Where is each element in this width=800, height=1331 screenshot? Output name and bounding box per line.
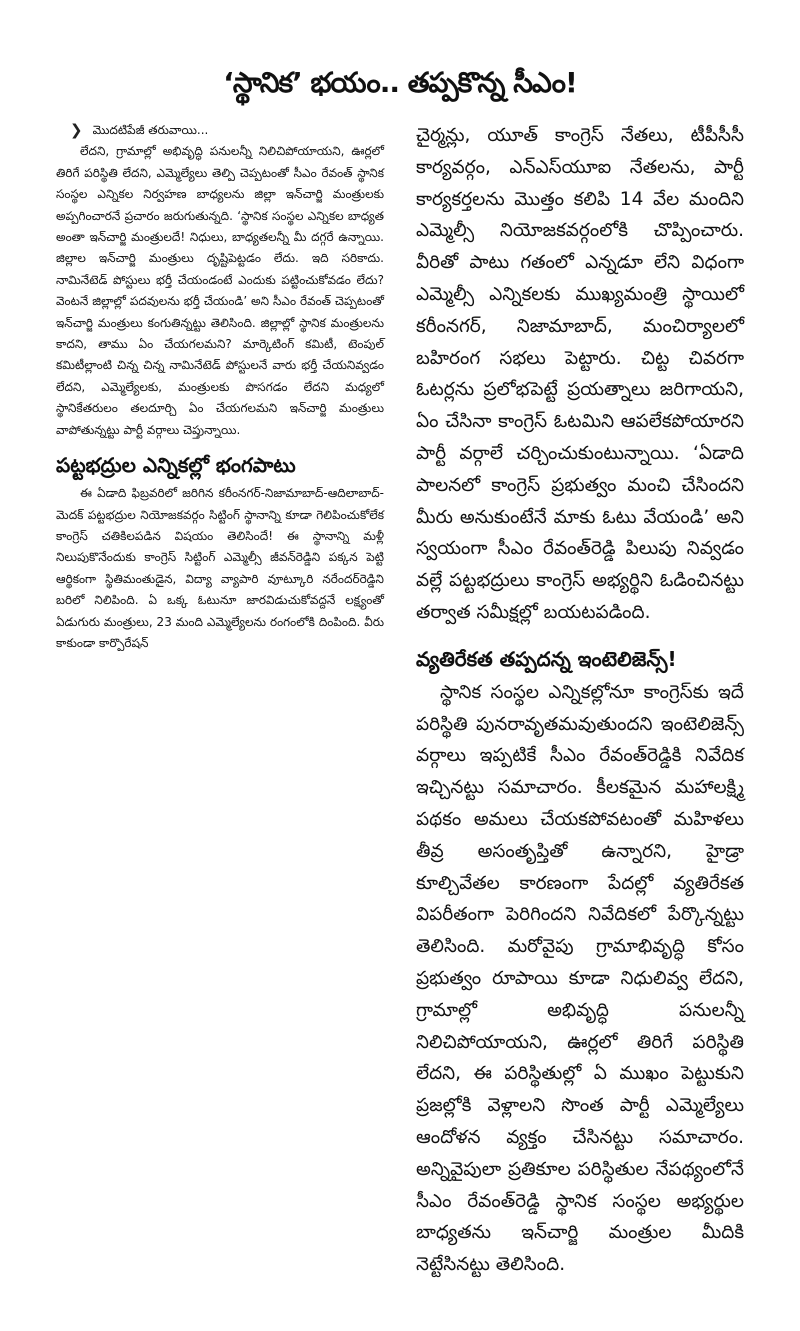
continued-label: మొదటిపేజీ తరువాయి... bbox=[92, 123, 209, 137]
right-paragraph-1: చైర్మన్లు, యూత్ కాంగ్రెస్ నేతలు, టీపీసీసీ కార్యవర్గం, ఎన్‌ఎస్‌యూఐ నేతలను, పార్టీ కార్యకర్తలను మొత్తం కలిపి 14 వేల మందిని ఎమ్మెల్సీ నియోజకవర్గంలోకి చొప్పించారు. వీరితో పాటు గతంలో ఎన్నడూ లేని విధంగా ఎమ్మెల్సీ ఎన్నికలకు ముఖ్యమంత్రి స్థాయిలో కరీంనగర్, నిజామాబాద్, మంచిర్యాలలో బహిరంగ సభలు పెట్టారు. చిట్ట చివరగా ఓటర్లను ప్రలోభపెట్టే ప్రయత్నాలు జరిగాయని, ఏం చేసినా కాంగ్రెస్ ఓటమిని ఆపలేకపోయారని పార్టీ వర్గాలే చర్చించుకుంటున్నాయి. ‘ఏడాది పాలనలో కాంగ్రెస్ ప్రభుత్వం మంచి చేసిందని మీరు అనుకుంటేనే మాకు ఓటు వేయండి’ అని స్వయంగా సీఎం రేవంత్‌రెడ్డి పిలుపు నివ్వడం వల్లే పట్టభద్రులు కాంగ్రెస్ అభ్యర్థిని ఓడించినట్టు తర్వాత సమీక్షల్లో బయటపడింది. bbox=[416, 125, 744, 623]
left-paragraph-2: ఈ ఏడాది ఫిబ్రవరిలో జరిగిన కరీంనగర్-నిజామాబాద్-ఆదిలాబాద్-మెదక్ పట్టభద్రుల నియోజకవర్గం సిట్టింగ్ స్థానాన్ని కూడా గెలిపించుకోలేక కాంగ్రెస్ చతికిలపడిన విషయం తెలిసిందే! ఈ స్థానాన్ని మళ్లీ నిలుపుకొనేందుకు కాంగ్రెస్ సిట్టింగ్ ఎమ్మెల్సీ జీవన్‌రెడ్డిని పక్కన పెట్టి ఆర్థికంగా స్థితిమంతుడైన, విద్యా వ్యాపారి వూట్కూరి నరేందర్‌రెడ్డిని బరిలో నిలిపింది. ఏ ఒక్క ఓటునూ జారవిడుచుకోవద్దనే లక్ష్యంతో ఏడుగురు మంత్రులు, 23 మంది ఎమ్మెల్యేలను రంగంలోకి దింపింది. వీరు కాకుండా కార్పొరేషన్ bbox=[56, 486, 384, 650]
headline: ‘స్థానిక’ భయం.. తప్పకొన్న సీఎం! bbox=[223, 65, 577, 99]
continued-line bbox=[70, 120, 384, 141]
right-subheading: వ్యతిరేకత తప్పదన్న ఇంటెలిజెన్స్! bbox=[416, 646, 677, 671]
left-subheading: పట్టభద్రుల ఎన్నికల్లో భంగపాటు bbox=[56, 453, 296, 478]
article-body bbox=[56, 120, 744, 1281]
right-paragraph-2: స్థానిక సంస్థల ఎన్నికల్లోనూ కాంగ్రెస్‌కు ఇదే పరిస్థితి పునరావృతమవుతుందని ఇంటెలిజెన్స్ వర్గాలు ఇప్పటికే సీఎం రేవంత్‌రెడ్డికి నివేదిక ఇచ్చినట్టు సమాచారం. కీలకమైన మహాలక్ష్మి పథకం అమలు చేయకపోవటంతో మహిళలు తీవ్ర అసంతృప్తితో ఉన్నారని, హైడ్రా కూల్చివేతల కారణంగా పేదల్లో వ్యతిరేకత విపరీతంగా పెరిగిందని నివేదికలో పేర్కొన్నట్టు తెలిసింది. మరోవైపు గ్రామాభివృద్ధి కోసం ప్రభుత్వం రూపాయి కూడా నిధులివ్వ లేదని, గ్రామాల్లో అభివృద్ధి పనులన్నీ నిలిచిపోయాయని, ఊర్లలో తిరిగే పరిస్థితి లేదని, ఈ పరిస్థితుల్లో ఏ ముఖం పెట్టుకుని ప్రజల్లోకి వెళ్లాలని సొంత పార్టీ ఎమ్మెల్యేలు ఆందోళన వ్యక్తం చేసినట్టు సమాచారం. అన్నివైపులా ప్రతికూల పరిస్థితుల నేపథ్యంలోనే సీఎం రేవంత్‌రెడ్డి స్థానిక సంస్థల అభ్యర్థుల బాధ్యతను ఇన్‌చార్జి మంత్రుల మీదికి నెట్టేసినట్టు తెలిసింది. bbox=[416, 681, 744, 1276]
left-column bbox=[56, 120, 384, 1281]
chevron-right-icon: ❯ bbox=[70, 121, 83, 139]
right-column bbox=[416, 120, 744, 1281]
left-paragraph-1: లేదని, గ్రామాల్లో అభివృద్ధి పనులన్నీ నిలిచిపోయాయని, ఊర్లలో తిరిగే పరిస్థితి లేదని, ఎమ్మెల్యేలు తెల్పి చెప్పటంతో సీఎం రేవంత్ స్థానిక సంస్థల ఎన్నికల నిర్వహణ బాధ్యలను జిల్లా ఇన్‌చార్జి మంత్రులకు అప్పగించారనే ప్రచారం జరుగుతున్నది. ‘స్థానిక సంస్థల ఎన్నికల బాధ్యత అంతా ఇన్‌చార్జి మంత్రులదే! నిధులు, బాధ్యతలన్నీ మీ దగ్గరే ఉన్నాయి. జిల్లాల ఇన్‌చార్జి మంత్రులు దృష్టిపెట్టడం లేదు. ఇది సరికాదు. నామినేటెడ్ పోస్టులు భర్తీ చేయండంటే ఎందుకు పట్టించుకోవడం లేదు? వెంటనే జిల్లాల్లో పదవులను భర్తీ చేయండి’ అని సీఎం రేవంత్ చెప్పటంతో ఇన్‌చార్జి మంత్రులు కంగుతిన్నట్టు తెలిసింది. జిల్లాల్లో స్థానిక మంత్రులను కాదని, తాము ఏం చేయగలమని? మార్కెటింగ్ కమిటీ, టెంపుల్ కమిటీల్లాంటి చిన్న చిన్న నామినేటెడ్ పోస్టులనే వారు భర్తీ చేయనివ్వడం లేదని, ఎమ్మెల్యేలకు, మంత్రులకు పొసగడం లేదని మధ్యలో స్థానికేతరులం తలదూర్చి ఏం చేయగలమని ఇన్‌చార్జి మంత్రులు వాపోతున్నట్టు పార్టీ వర్గాలు చెప్తున్నాయి. bbox=[56, 144, 384, 437]
